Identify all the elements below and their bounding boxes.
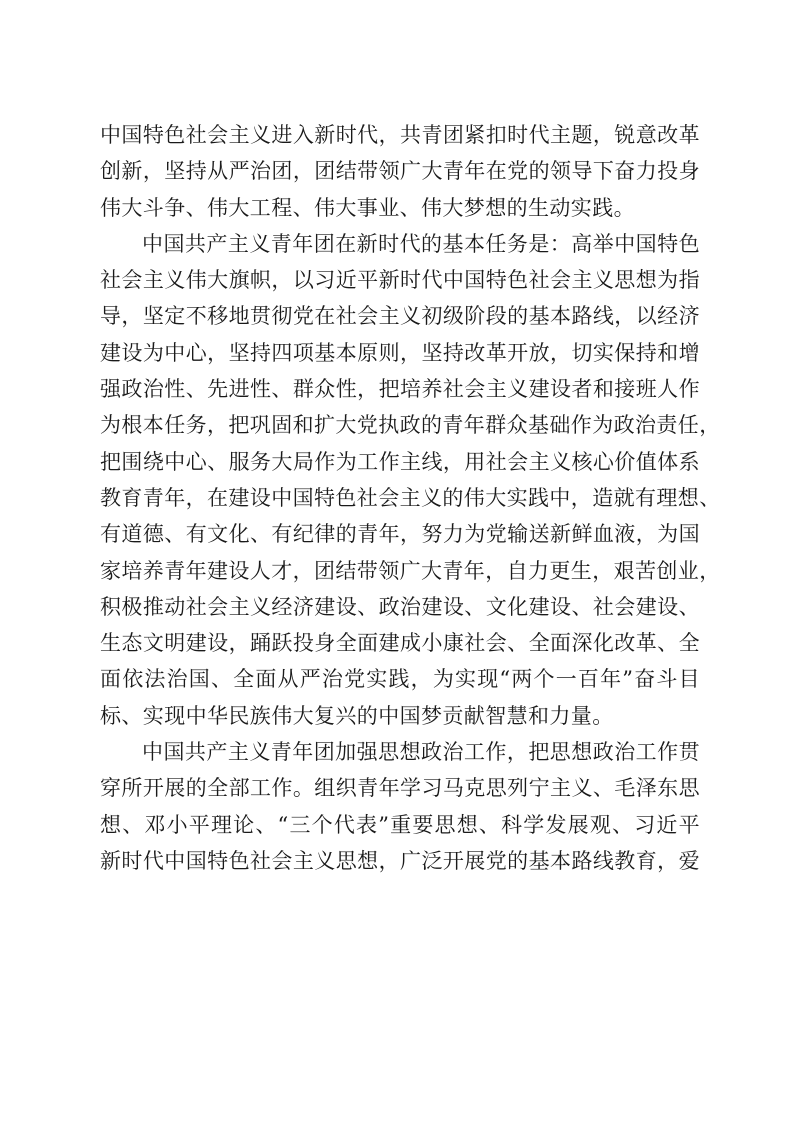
text-line: 创新，坚持从严治团，团结带领广大青年在党的领导下奋力投身 xyxy=(100,159,700,184)
text-line: 强政治性、先进性、群众性，把培养社会主义建设者和接班人作 xyxy=(100,377,700,402)
paragraph-1 xyxy=(100,117,700,226)
text-line: 生态文明建设，踊跃投身全面建成小康社会、全面深化改革、全 xyxy=(100,631,700,656)
text-line: 面依法治国、全面从严治党实践，为实现“两个一百年”奋斗目 xyxy=(100,667,700,692)
text-line: 导，坚定不移地贯彻党在社会主义初级阶段的基本路线，以经济 xyxy=(100,304,700,329)
text-line: 建设为中心，坚持四项基本原则，坚持改革开放，切实保持和增 xyxy=(100,340,700,365)
paragraph-2 xyxy=(100,226,721,734)
text-line: 为根本任务，把巩固和扩大党执政的青年群众基础作为政治责任， xyxy=(100,413,721,438)
text-line: 有道德、有文化、有纪律的青年，努力为党输送新鲜血液，为国 xyxy=(100,522,700,547)
text-line: 把围绕中心、服务大局作为工作主线，用社会主义核心价值体系 xyxy=(100,449,700,474)
text-line: 中国共产主义青年团加强思想政治工作，把思想政治工作贯 xyxy=(142,740,700,765)
text-line: 中国特色社会主义进入新时代，共青团紧扣时代主题，锐意改革 xyxy=(100,123,700,147)
text-line: 伟大斗争、伟大工程、伟大事业、伟大梦想的生动实践。 xyxy=(100,195,635,220)
text-line: 家培养青年建设人才，团结带领广大青年，自力更生，艰苦创业， xyxy=(100,558,721,583)
paragraph-3 xyxy=(100,734,700,879)
text-line: 标、实现中华民族伟大复兴的中国梦贡献智慧和力量。 xyxy=(100,703,614,728)
text-line: 教育青年，在建设中国特色社会主义的伟大实践中，造就有理想、 xyxy=(100,485,721,510)
document-body xyxy=(100,117,721,879)
text-line: 社会主义伟大旗帜，以习近平新时代中国特色社会主义思想为指 xyxy=(100,268,700,293)
text-line: 新时代中国特色社会主义思想，广泛开展党的基本路线教育，爱 xyxy=(100,848,700,873)
text-line: 穿所开展的全部工作。组织青年学习马克思列宁主义、毛泽东思 xyxy=(100,776,700,801)
text-line: 中国共产主义青年团在新时代的基本任务是：高举中国特色 xyxy=(142,231,700,256)
text-line: 想、邓小平理论、“三个代表”重要思想、科学发展观、习近平 xyxy=(100,812,700,837)
text-line: 积极推动社会主义经济建设、政治建设、文化建设、社会建设、 xyxy=(100,594,700,619)
